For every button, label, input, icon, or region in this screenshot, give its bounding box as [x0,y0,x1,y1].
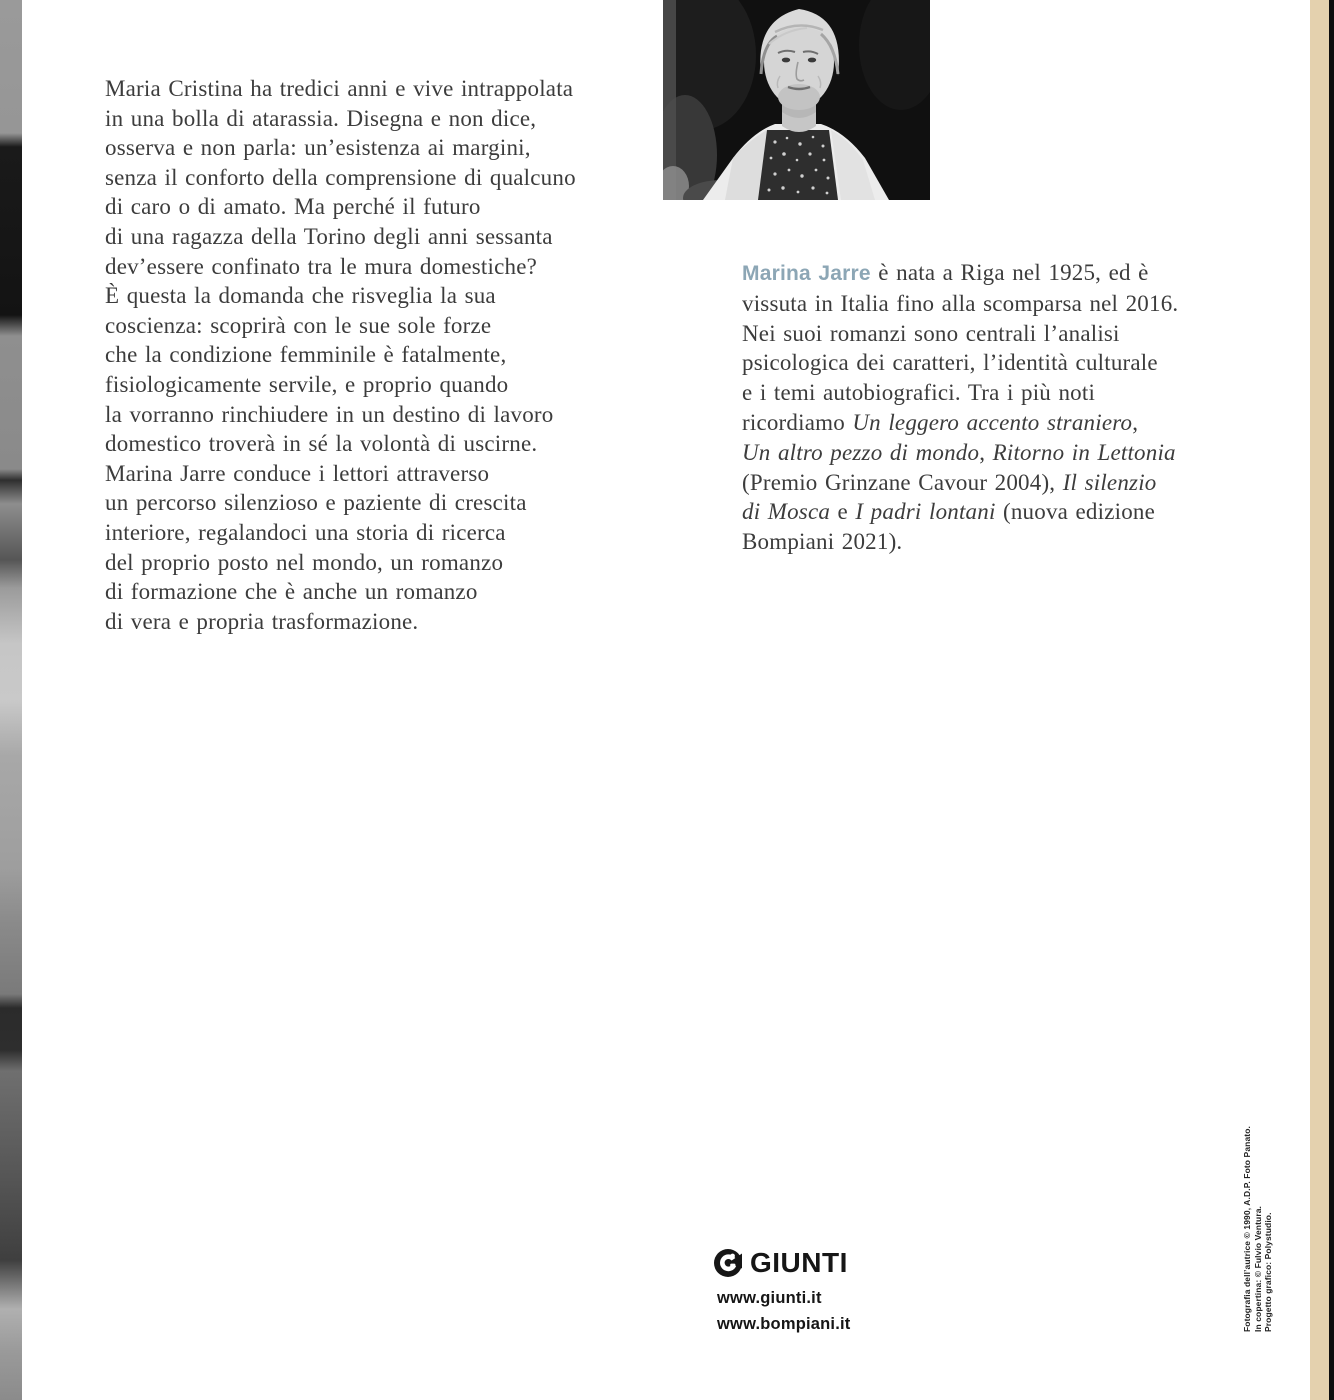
author-portrait-illustration [663,0,930,200]
synopsis-line: Maria Cristina ha tredici anni e vive intrappolata [105,76,574,101]
bio-line: di Mosca e I padri lontani (nuova edizione [742,499,1156,525]
cover-photo-edge-strip [0,0,22,1400]
synopsis-line: un percorso silenzioso e paziente di crescita [105,490,527,516]
synopsis-line: interiore, regalandoci una storia di ricerca [105,519,506,545]
bio-line: ricordiamo Un leggero accento straniero, [742,409,1139,435]
author-photo [663,0,930,200]
synopsis-line: di vera e propria trasformazione. [105,608,419,634]
giunti-url: www.giunti.it [717,1289,822,1307]
bio-line: (Premio Grinzane Cavour 2004), Il silenzio [742,469,1157,495]
bio-line: vissuta in Italia fino alla scomparsa nel 2016. [742,290,1179,316]
synopsis-line: di formazione che è anche un romanzo [105,579,478,605]
synopsis-line: osserva e non parla: un’esistenza ai margini, [105,135,531,161]
synopsis-line: domestico troverà in sé la volontà di uscirne. [105,431,538,457]
synopsis-line: Marina Jarre conduce i lettori attraverso [105,460,490,486]
credit-line: In copertina: © Fulvio Ventura. [1252,1205,1263,1332]
photo-credits [1242,1072,1274,1332]
author-bio-text [742,258,1178,557]
synopsis-line: dev’essere confinato tra le mura domestiche? [105,253,538,279]
synopsis-line: senza il conforto della comprensione di qualcuno [105,164,576,190]
synopsis-line: la vorranno rinchiudere in un destino di lavoro [105,401,554,427]
beige-spine-band [1310,0,1329,1400]
bio-line: Un altro pezzo di mondo, Ritorno in Lettonia [742,439,1176,465]
synopsis-line: fisiologicamente servile, e proprio quando [105,371,509,397]
synopsis-line: di una ragazza della Torino degli anni sessanta [105,223,553,249]
synopsis-line: coscienza: scoprirà con le sue sole forze [105,312,492,338]
giunti-g-disc-icon [714,1249,742,1277]
synopsis-text [105,74,576,636]
synopsis-line: È questa la domanda che risveglia la sua [105,283,496,309]
synopsis-line: di caro o di amato. Ma perché il futuro [105,194,481,220]
page-right-edge [1329,0,1334,1400]
credit-line: Progetto grafico: Polystudio. [1263,1212,1273,1332]
bio-line: Bompiani 2021). [742,529,903,555]
bio-line: psicologica dei caratteri, l’identità culturale [742,350,1158,376]
publisher-wordmark: GIUNTI [750,1247,848,1278]
credit-line: Fotografia dell’autrice © 1990, A.D.P. Foto Panato. [1242,1126,1252,1332]
synopsis-line: del proprio posto nel mondo, un romanzo [105,549,504,575]
publisher-urls [717,1286,850,1337]
bompiani-url: www.bompiani.it [717,1314,851,1333]
bio-line: Marina Jarre è nata a Riga nel 1925, ed è [742,260,1149,285]
synopsis-line: che la condizione femminile è fatalmente, [105,342,507,368]
synopsis-line: in una bolla di atarassia. Disegna e non dice, [105,105,537,131]
bio-line: Nei suoi romanzi sono centrali l’analisi [742,320,1120,346]
publisher-logo [714,1247,848,1279]
bio-line: e i temi autobiografici. Tra i più noti [742,380,1096,406]
